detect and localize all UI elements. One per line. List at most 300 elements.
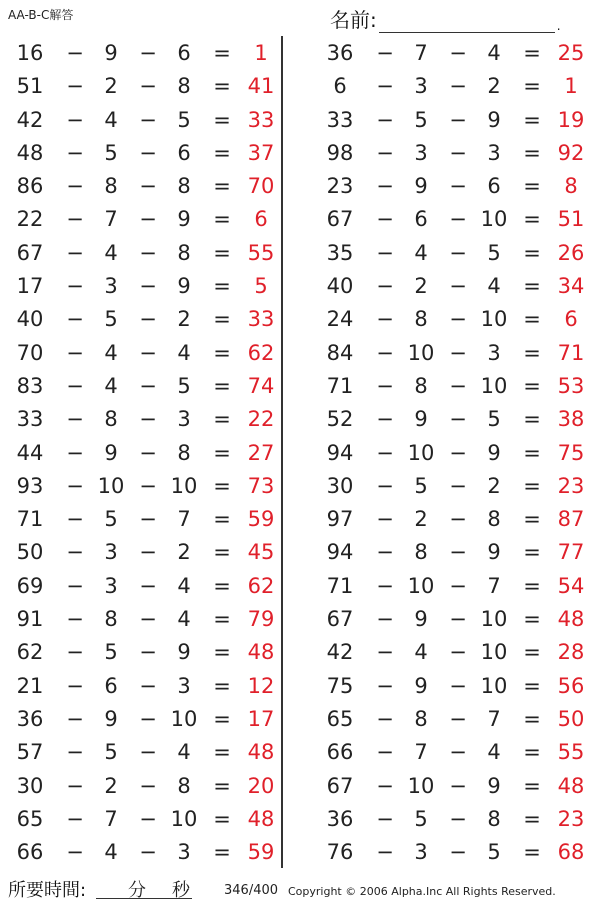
third-operand: 2 — [487, 473, 501, 498]
minus-sign: − — [449, 107, 467, 132]
problem-row — [310, 170, 590, 203]
minus-sign: − — [139, 407, 157, 432]
equals-sign: = — [523, 274, 541, 299]
minus-sign: − — [376, 41, 394, 65]
problem-row — [0, 270, 280, 303]
minus-sign: − — [449, 740, 467, 765]
problem-row — [310, 137, 590, 170]
first-operand: 71 — [326, 373, 354, 398]
first-operand: 83 — [16, 373, 44, 398]
equals-sign: = — [523, 107, 541, 132]
equals-sign: = — [523, 540, 541, 565]
third-operand: 2 — [177, 540, 191, 565]
minus-sign: − — [449, 507, 467, 532]
answer: 48 — [247, 740, 275, 765]
third-operand: 5 — [487, 407, 501, 432]
problem-row — [310, 503, 590, 536]
answer: 25 — [557, 41, 585, 65]
answer: 50 — [557, 706, 585, 731]
minus-sign: − — [139, 240, 157, 265]
minus-sign: − — [376, 573, 394, 598]
first-operand: 40 — [326, 274, 354, 299]
minus-sign: − — [139, 740, 157, 765]
answer: 6 — [254, 207, 268, 232]
first-operand: 76 — [326, 840, 354, 865]
answer: 48 — [247, 806, 275, 831]
minus-sign: − — [376, 307, 394, 332]
second-operand: 10 — [407, 440, 435, 465]
answer: 6 — [564, 307, 578, 332]
third-operand: 10 — [170, 473, 198, 498]
problem-row — [310, 104, 590, 137]
third-operand: 7 — [487, 706, 501, 731]
first-operand: 36 — [326, 41, 354, 65]
minus-sign: − — [449, 706, 467, 731]
name-field — [330, 4, 561, 33]
equals-sign: = — [523, 41, 541, 65]
first-operand: 57 — [16, 740, 44, 765]
answer: 53 — [557, 373, 585, 398]
second-operand: 3 — [414, 140, 428, 165]
answer: 28 — [557, 640, 585, 665]
second-operand: 3 — [104, 540, 118, 565]
minus-sign: − — [139, 673, 157, 698]
third-operand: 10 — [480, 607, 508, 632]
second-operand: 10 — [407, 340, 435, 365]
minus-sign: − — [376, 706, 394, 731]
answer: 48 — [557, 773, 585, 798]
minus-sign: − — [139, 507, 157, 532]
minus-sign: − — [139, 607, 157, 632]
first-operand: 66 — [16, 840, 44, 865]
first-operand: 36 — [16, 706, 44, 731]
problem-row — [0, 803, 280, 836]
equals-sign: = — [213, 540, 231, 565]
third-operand: 4 — [177, 740, 191, 765]
minus-sign: − — [66, 540, 84, 565]
problem-row — [0, 770, 280, 803]
minus-sign: − — [139, 107, 157, 132]
first-operand: 42 — [16, 107, 44, 132]
minus-sign: − — [139, 540, 157, 565]
first-operand: 33 — [16, 407, 44, 432]
answer: 54 — [557, 573, 585, 598]
equals-sign: = — [523, 740, 541, 765]
problem-row — [310, 237, 590, 270]
problem-row — [0, 536, 280, 569]
minus-sign: − — [66, 706, 84, 731]
answer: 33 — [247, 107, 275, 132]
first-operand: 22 — [16, 207, 44, 232]
minus-sign: − — [449, 473, 467, 498]
answer: 27 — [247, 440, 275, 465]
second-operand: 9 — [104, 41, 118, 65]
second-operand: 3 — [104, 573, 118, 598]
second-operand: 8 — [414, 373, 428, 398]
answer: 51 — [557, 207, 585, 232]
minus-sign: − — [66, 607, 84, 632]
minus-sign: − — [376, 740, 394, 765]
second-operand: 4 — [414, 640, 428, 665]
third-operand: 4 — [177, 607, 191, 632]
problem-row — [0, 503, 280, 536]
second-operand: 5 — [414, 473, 428, 498]
equals-sign: = — [213, 307, 231, 332]
problem-row — [310, 70, 590, 103]
third-operand: 8 — [177, 74, 191, 99]
equals-sign: = — [523, 373, 541, 398]
first-operand: 50 — [16, 540, 44, 565]
minus-sign: − — [66, 41, 84, 65]
minus-sign: − — [66, 340, 84, 365]
third-operand: 8 — [177, 440, 191, 465]
answer: 55 — [247, 240, 275, 265]
minus-sign: − — [449, 673, 467, 698]
second-operand: 3 — [414, 840, 428, 865]
minus-sign: − — [66, 673, 84, 698]
problem-row — [310, 303, 590, 336]
equals-sign: = — [523, 140, 541, 165]
third-operand: 3 — [487, 340, 501, 365]
problem-row — [310, 536, 590, 569]
second-operand: 7 — [104, 806, 118, 831]
first-operand: 40 — [16, 307, 44, 332]
second-operand: 7 — [414, 740, 428, 765]
first-operand: 70 — [16, 340, 44, 365]
equals-sign: = — [213, 174, 231, 199]
minus-sign: − — [139, 573, 157, 598]
minus-sign: − — [449, 806, 467, 831]
minus-sign: − — [376, 540, 394, 565]
equals-sign: = — [523, 340, 541, 365]
third-operand: 4 — [177, 340, 191, 365]
second-operand: 8 — [414, 706, 428, 731]
minus-sign: − — [139, 806, 157, 831]
answer: 55 — [557, 740, 585, 765]
problem-row — [310, 803, 590, 836]
first-operand: 48 — [16, 140, 44, 165]
minus-sign: − — [376, 373, 394, 398]
equals-sign: = — [523, 240, 541, 265]
answer: 22 — [247, 407, 275, 432]
equals-sign: = — [213, 607, 231, 632]
answer: 92 — [557, 140, 585, 165]
answer: 73 — [247, 473, 275, 498]
minus-sign: − — [139, 41, 157, 65]
answer: 75 — [557, 440, 585, 465]
second-operand: 8 — [414, 307, 428, 332]
third-operand: 10 — [480, 307, 508, 332]
problem-row — [0, 703, 280, 736]
minus-sign: − — [449, 607, 467, 632]
equals-sign: = — [213, 107, 231, 132]
minus-sign: − — [449, 41, 467, 65]
minus-sign: − — [66, 240, 84, 265]
minus-sign: − — [376, 607, 394, 632]
problem-row — [310, 636, 590, 669]
minus-sign: − — [449, 407, 467, 432]
first-operand: 71 — [326, 573, 354, 598]
answer: 26 — [557, 240, 585, 265]
equals-sign: = — [213, 207, 231, 232]
equals-sign: = — [213, 41, 231, 65]
minus-sign: − — [449, 74, 467, 99]
answer: 1 — [254, 41, 268, 65]
minus-sign: − — [139, 773, 157, 798]
right-problem-column — [310, 37, 590, 869]
minus-sign: − — [449, 140, 467, 165]
second-operand: 3 — [414, 74, 428, 99]
third-operand: 8 — [177, 240, 191, 265]
first-operand: 33 — [326, 107, 354, 132]
third-operand: 9 — [487, 773, 501, 798]
equals-sign: = — [523, 440, 541, 465]
second-operand: 7 — [104, 207, 118, 232]
answer: 74 — [247, 373, 275, 398]
equals-sign: = — [523, 806, 541, 831]
minus-sign: − — [66, 407, 84, 432]
minus-sign: − — [449, 373, 467, 398]
third-operand: 10 — [480, 640, 508, 665]
first-operand: 84 — [326, 340, 354, 365]
third-operand: 3 — [487, 140, 501, 165]
equals-sign: = — [213, 806, 231, 831]
equals-sign: = — [523, 706, 541, 731]
third-operand: 6 — [177, 140, 191, 165]
second-operand: 10 — [97, 473, 125, 498]
third-operand: 7 — [487, 573, 501, 598]
first-operand: 23 — [326, 174, 354, 199]
second-operand: 5 — [104, 640, 118, 665]
third-operand: 2 — [177, 307, 191, 332]
first-operand: 67 — [16, 240, 44, 265]
problem-row — [0, 603, 280, 636]
problem-row — [0, 736, 280, 769]
minus-sign: − — [139, 373, 157, 398]
left-problem-column — [0, 37, 280, 869]
answer: 62 — [247, 340, 275, 365]
third-operand: 4 — [487, 41, 501, 65]
minus-sign: − — [376, 174, 394, 199]
answer: 70 — [247, 174, 275, 199]
first-operand: 86 — [16, 174, 44, 199]
second-operand: 9 — [414, 407, 428, 432]
third-operand: 2 — [487, 74, 501, 99]
third-operand: 9 — [177, 640, 191, 665]
minus-sign: − — [376, 140, 394, 165]
third-operand: 8 — [177, 174, 191, 199]
minus-sign: − — [66, 274, 84, 299]
name-dot: . — [556, 19, 561, 33]
first-operand: 62 — [16, 640, 44, 665]
second-operand: 2 — [104, 773, 118, 798]
answer: 1 — [564, 74, 578, 99]
equals-sign: = — [213, 840, 231, 865]
equals-sign: = — [213, 240, 231, 265]
minus-sign: − — [139, 340, 157, 365]
second-operand: 5 — [104, 307, 118, 332]
first-operand: 75 — [326, 673, 354, 698]
problem-row — [0, 137, 280, 170]
first-operand: 97 — [326, 507, 354, 532]
third-operand: 10 — [170, 706, 198, 731]
equals-sign: = — [213, 573, 231, 598]
minus-sign: − — [376, 407, 394, 432]
answer: 23 — [557, 806, 585, 831]
minus-sign: − — [376, 207, 394, 232]
second-operand: 9 — [414, 673, 428, 698]
answer: 77 — [557, 540, 585, 565]
page-number: 346/400 — [224, 883, 279, 898]
second-operand: 10 — [407, 773, 435, 798]
third-operand: 8 — [487, 806, 501, 831]
first-operand: 52 — [326, 407, 354, 432]
second-operand: 2 — [104, 74, 118, 99]
equals-sign: = — [213, 706, 231, 731]
minus-sign: − — [376, 840, 394, 865]
answer: 19 — [557, 107, 585, 132]
problem-row — [0, 836, 280, 869]
equals-sign: = — [213, 507, 231, 532]
first-operand: 35 — [326, 240, 354, 265]
minus-sign: − — [449, 440, 467, 465]
first-operand: 30 — [326, 473, 354, 498]
first-operand: 67 — [326, 607, 354, 632]
minus-sign: − — [449, 240, 467, 265]
minus-sign: − — [376, 640, 394, 665]
third-operand: 9 — [487, 540, 501, 565]
equals-sign: = — [213, 673, 231, 698]
second-operand: 8 — [104, 174, 118, 199]
problem-row — [0, 104, 280, 137]
second-operand: 7 — [414, 41, 428, 65]
minus-sign: − — [66, 840, 84, 865]
minus-sign: − — [139, 207, 157, 232]
answer: 5 — [254, 274, 268, 299]
third-operand: 10 — [480, 673, 508, 698]
third-operand: 5 — [177, 373, 191, 398]
problem-row — [0, 570, 280, 603]
first-operand: 24 — [326, 307, 354, 332]
minus-sign: − — [66, 740, 84, 765]
third-operand: 10 — [170, 806, 198, 831]
minus-sign: − — [449, 540, 467, 565]
first-operand: 94 — [326, 540, 354, 565]
minus-sign: − — [66, 207, 84, 232]
answer: 79 — [247, 607, 275, 632]
minus-sign: − — [449, 207, 467, 232]
minus-sign: − — [66, 806, 84, 831]
minus-sign: − — [449, 174, 467, 199]
copyright-notice: Copyright © 2006 Alpha.Inc All Rights Reserved. — [288, 885, 556, 898]
first-operand: 94 — [326, 440, 354, 465]
second-operand: 8 — [104, 407, 118, 432]
problem-row — [0, 170, 280, 203]
third-operand: 3 — [177, 840, 191, 865]
minus-sign: − — [139, 640, 157, 665]
problem-row — [0, 636, 280, 669]
equals-sign: = — [213, 640, 231, 665]
answer: 87 — [557, 507, 585, 532]
equals-sign: = — [213, 373, 231, 398]
minus-sign: − — [449, 773, 467, 798]
problem-row — [0, 237, 280, 270]
problem-row — [310, 836, 590, 869]
first-operand: 69 — [16, 573, 44, 598]
first-operand: 98 — [326, 140, 354, 165]
third-operand: 8 — [487, 507, 501, 532]
equals-sign: = — [523, 673, 541, 698]
minus-sign: − — [449, 274, 467, 299]
problem-row — [310, 703, 590, 736]
first-operand: 65 — [326, 706, 354, 731]
minus-sign: − — [66, 773, 84, 798]
third-operand: 4 — [177, 573, 191, 598]
minus-sign: − — [139, 307, 157, 332]
problem-row — [310, 337, 590, 370]
answer: 34 — [557, 274, 585, 299]
minus-sign: − — [66, 107, 84, 132]
answer: 8 — [564, 174, 578, 199]
third-operand: 6 — [487, 174, 501, 199]
answer: 33 — [247, 307, 275, 332]
minus-sign: − — [376, 673, 394, 698]
third-operand: 5 — [487, 240, 501, 265]
equals-sign: = — [213, 473, 231, 498]
second-operand: 4 — [104, 107, 118, 132]
minus-sign: − — [139, 174, 157, 199]
answer: 17 — [247, 706, 275, 731]
equals-sign: = — [213, 440, 231, 465]
minus-sign: − — [376, 340, 394, 365]
equals-sign: = — [213, 407, 231, 432]
third-operand: 9 — [487, 440, 501, 465]
minus-sign: − — [376, 107, 394, 132]
second-operand: 2 — [414, 274, 428, 299]
first-operand: 67 — [326, 207, 354, 232]
answer: 62 — [247, 573, 275, 598]
first-operand: 42 — [326, 640, 354, 665]
problem-row — [0, 203, 280, 236]
minus-sign: − — [449, 573, 467, 598]
minus-sign: − — [66, 573, 84, 598]
second-operand: 4 — [104, 340, 118, 365]
equals-sign: = — [523, 840, 541, 865]
first-operand: 36 — [326, 806, 354, 831]
minus-sign: − — [139, 274, 157, 299]
first-operand: 71 — [16, 507, 44, 532]
answer: 20 — [247, 773, 275, 798]
second-operand: 4 — [414, 240, 428, 265]
problem-row — [310, 270, 590, 303]
equals-sign: = — [523, 174, 541, 199]
minus-sign: − — [66, 74, 84, 99]
first-operand: 51 — [16, 74, 44, 99]
second-operand: 9 — [414, 607, 428, 632]
equals-sign: = — [523, 307, 541, 332]
footer — [0, 872, 600, 904]
first-operand: 44 — [16, 440, 44, 465]
minus-sign: − — [449, 307, 467, 332]
problem-row — [0, 470, 280, 503]
third-operand: 8 — [177, 773, 191, 798]
first-operand: 21 — [16, 673, 44, 698]
answer: 48 — [247, 640, 275, 665]
problem-row — [0, 337, 280, 370]
third-operand: 5 — [177, 107, 191, 132]
third-operand: 3 — [177, 407, 191, 432]
problem-row — [310, 370, 590, 403]
